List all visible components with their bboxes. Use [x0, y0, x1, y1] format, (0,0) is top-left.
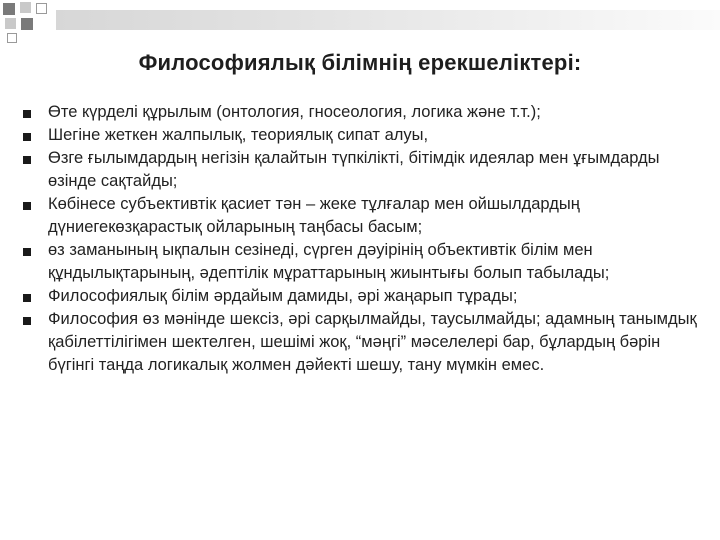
- bullet-text: Философиялық білім әрдайым дамиды, әрі жаңарып тұрады;: [48, 287, 518, 305]
- decor-square: [3, 3, 15, 15]
- list-item: [20, 285, 700, 308]
- bullet-square-icon: [23, 156, 31, 164]
- list-item: [20, 193, 700, 239]
- bullet-square-icon: [23, 110, 31, 118]
- bullet-list: [20, 101, 700, 377]
- decor-square: [7, 33, 17, 43]
- header-gradient-bar: [56, 10, 720, 30]
- decor-square: [20, 2, 31, 13]
- bullet-square-icon: [23, 248, 31, 256]
- decor-square: [36, 3, 47, 14]
- bullet-text: өз заманының ықпалын сезінеді, сүрген дәуірінің объективтік білім мен құндылықтарының, әдептілік мұраттарының жиынтығы болып табылады;: [48, 241, 610, 282]
- decor-square: [5, 18, 16, 29]
- bullet-square-icon: [23, 317, 31, 325]
- list-item: [20, 124, 700, 147]
- decor-square: [21, 18, 33, 30]
- bullet-text: Шегіне жеткен жалпылық, теориялық сипат алуы,: [48, 126, 429, 144]
- bullet-square-icon: [23, 202, 31, 210]
- bullet-text: Өзге ғылымдардың негізін қалайтын түпкілікті, бітімдік идеялар мен ұғымдарды өзінде сақтайды;: [48, 149, 660, 190]
- bullet-text: Философия өз мәнінде шексіз, әрі сарқылмайды, таусылмайды; адамның танымдық қабілеттілігімен шектелген, шешімі жоқ, “мәңгі” мәселелері бар, бұлардың бәрін бүгінгі таңда логикалық жолмен дәйекті шешу, тану мүмкін емес.: [48, 310, 697, 374]
- header-decoration: [0, 0, 720, 50]
- bullet-square-icon: [23, 133, 31, 141]
- list-item: [20, 101, 700, 124]
- bullet-square-icon: [23, 294, 31, 302]
- list-item: [20, 147, 700, 193]
- bullet-text: Көбінесе субъективтік қасиет тән – жеке тұлғалар мен ойшылдардың дүниегекөзқарастық ойларының таңбасы басым;: [48, 195, 580, 236]
- slide-title: Философиялық білімнің ерекшеліктері:: [138, 50, 582, 75]
- bullet-text: Өте күрделі құрылым (онтология, гносеология, логика және т.т.);: [48, 103, 541, 121]
- list-item: [20, 308, 700, 377]
- list-item: [20, 239, 700, 285]
